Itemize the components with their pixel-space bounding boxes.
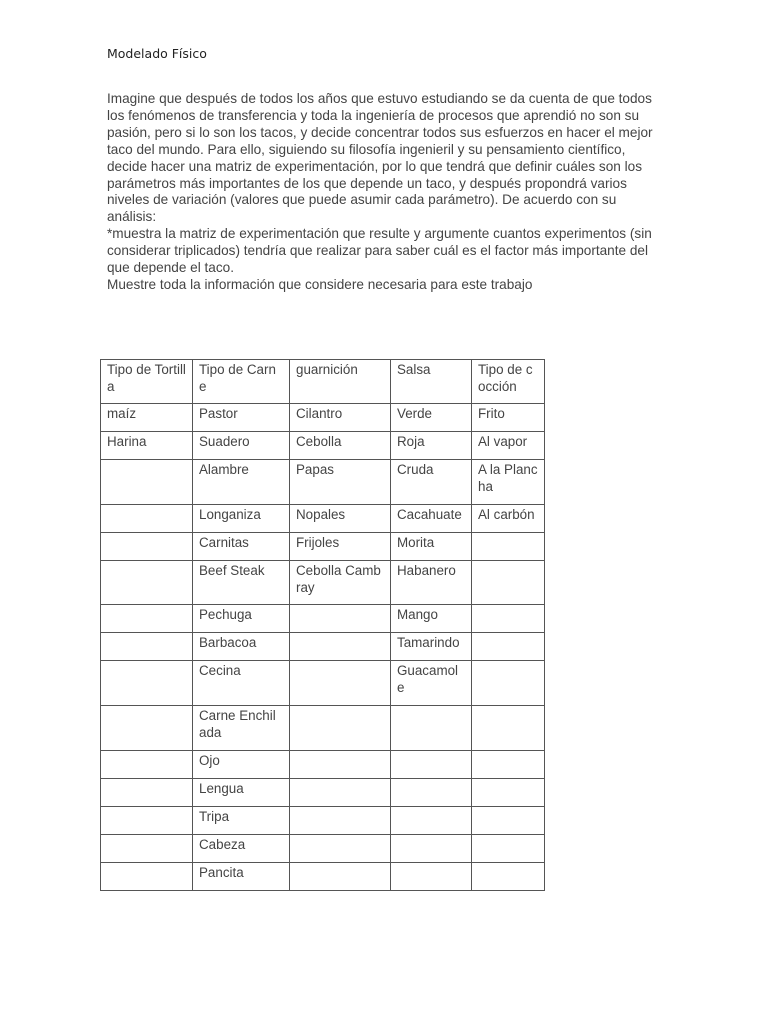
table-cell: [101, 751, 193, 779]
table-cell: [472, 863, 545, 891]
table-cell: Roja: [391, 432, 472, 460]
table-cell: [101, 605, 193, 633]
table-cell: [101, 533, 193, 561]
table-cell: [391, 807, 472, 835]
table-row: [101, 633, 545, 661]
table-cell: [472, 835, 545, 863]
table-header-cell: Tipo de cocción: [472, 360, 545, 404]
table-cell: [472, 605, 545, 633]
table-cell: Al vapor: [472, 432, 545, 460]
table-cell: Carne Enchilada: [193, 706, 290, 751]
table-cell: [472, 533, 545, 561]
table-cell: [472, 807, 545, 835]
table-row: [101, 605, 545, 633]
table-cell: Pastor: [193, 404, 290, 432]
document-body: [107, 91, 667, 294]
table-row: [101, 779, 545, 807]
table-cell: A la Plancha: [472, 460, 545, 505]
table-cell: [472, 751, 545, 779]
table-header-cell: Tipo de Tortilla: [101, 360, 193, 404]
table-cell: Papas: [290, 460, 391, 505]
table-row: [101, 835, 545, 863]
table-cell: [472, 561, 545, 605]
table-cell: Morita: [391, 533, 472, 561]
table-cell: Verde: [391, 404, 472, 432]
table-cell: Frijoles: [290, 533, 391, 561]
closing-paragraph: Muestre toda la información que considere necesaria para este trabajo: [107, 276, 533, 292]
table-row: [101, 404, 545, 432]
table-cell: [101, 835, 193, 863]
table-cell: [391, 751, 472, 779]
table-cell: [101, 807, 193, 835]
experiment-matrix-table: [100, 359, 545, 891]
table-row: [101, 460, 545, 505]
table-cell: [290, 807, 391, 835]
table-cell: [290, 863, 391, 891]
table-cell: [472, 779, 545, 807]
table-cell: Harina: [101, 432, 193, 460]
table-cell: [391, 863, 472, 891]
table-cell: [472, 661, 545, 706]
table-header-cell: Salsa: [391, 360, 472, 404]
table-header-cell: Tipo de Carne: [193, 360, 290, 404]
table-row: [101, 561, 545, 605]
table-row: [101, 751, 545, 779]
table-cell: Carnitas: [193, 533, 290, 561]
table-cell: Barbacoa: [193, 633, 290, 661]
table-cell: Mango: [391, 605, 472, 633]
table-header-cell: guarnición: [290, 360, 391, 404]
table-cell: Tamarindo: [391, 633, 472, 661]
table-cell: [101, 633, 193, 661]
table-cell: [290, 661, 391, 706]
table-row: [101, 706, 545, 751]
table-row: [101, 863, 545, 891]
document-title: Modelado Físico: [107, 46, 207, 61]
table-cell: Pancita: [193, 863, 290, 891]
table-cell: [290, 706, 391, 751]
table-cell: [101, 661, 193, 706]
table-cell: Cacahuate: [391, 505, 472, 533]
table-cell: [472, 633, 545, 661]
table-cell: [101, 460, 193, 505]
table-row: [101, 533, 545, 561]
table-cell: [290, 779, 391, 807]
table-cell: Alambre: [193, 460, 290, 505]
table-cell: Cecina: [193, 661, 290, 706]
table-cell: Cilantro: [290, 404, 391, 432]
table-cell: Frito: [472, 404, 545, 432]
table-cell: Guacamole: [391, 661, 472, 706]
table-cell: [290, 633, 391, 661]
table-cell: Cebolla: [290, 432, 391, 460]
table-cell: Longaniza: [193, 505, 290, 533]
table-row: [101, 661, 545, 706]
table-row: [101, 505, 545, 533]
table-cell: [101, 863, 193, 891]
table-cell: [290, 835, 391, 863]
table-cell: Ojo: [193, 751, 290, 779]
table-cell: Beef Steak: [193, 561, 290, 605]
table-cell: Suadero: [193, 432, 290, 460]
table-cell: Lengua: [193, 779, 290, 807]
instruction-paragraph: *muestra la matriz de experimentación que resulte y argumente cuantos experimentos (sin considerar triplicados) tendría que realizar para saber cuál es el factor más importante del que depende el taco.: [107, 226, 652, 276]
table-cell: [391, 706, 472, 751]
intro-paragraph: Imagine que después de todos los años que estuvo estudiando se da cuenta de que todos los fenómenos de transferencia y toda la ingeniería de procesos que aprendió no son su pasión, pero si lo son los tacos, y decide concentrar todos sus esfuerzos en hacer el mejor taco del mundo. Para ello, siguiendo su filosofía ingenieril y su pensamiento científico, decide hacer una matriz de experimentación, por lo que tendrá que definir cuáles son los parámetros más importantes de los que depende un taco, y después propondrá varios niveles de variación (valores que puede asumir cada parámetro). De acuerdo con su análisis:: [107, 91, 653, 225]
table-cell: Al carbón: [472, 505, 545, 533]
table-cell: [101, 779, 193, 807]
table-cell: [391, 779, 472, 807]
table-cell: [391, 835, 472, 863]
table-cell: Tripa: [193, 807, 290, 835]
table-cell: [101, 505, 193, 533]
table-cell: Habanero: [391, 561, 472, 605]
table-cell: [290, 605, 391, 633]
table-cell: Pechuga: [193, 605, 290, 633]
table-cell: [101, 561, 193, 605]
table-cell: [101, 706, 193, 751]
table-cell: [472, 706, 545, 751]
table-cell: Cebolla Cambray: [290, 561, 391, 605]
table-row: [101, 432, 545, 460]
table-cell: Cruda: [391, 460, 472, 505]
table-cell: Nopales: [290, 505, 391, 533]
table-cell: [290, 751, 391, 779]
table-header-row: [101, 360, 545, 404]
table-cell: maíz: [101, 404, 193, 432]
table-cell: Cabeza: [193, 835, 290, 863]
table-row: [101, 807, 545, 835]
